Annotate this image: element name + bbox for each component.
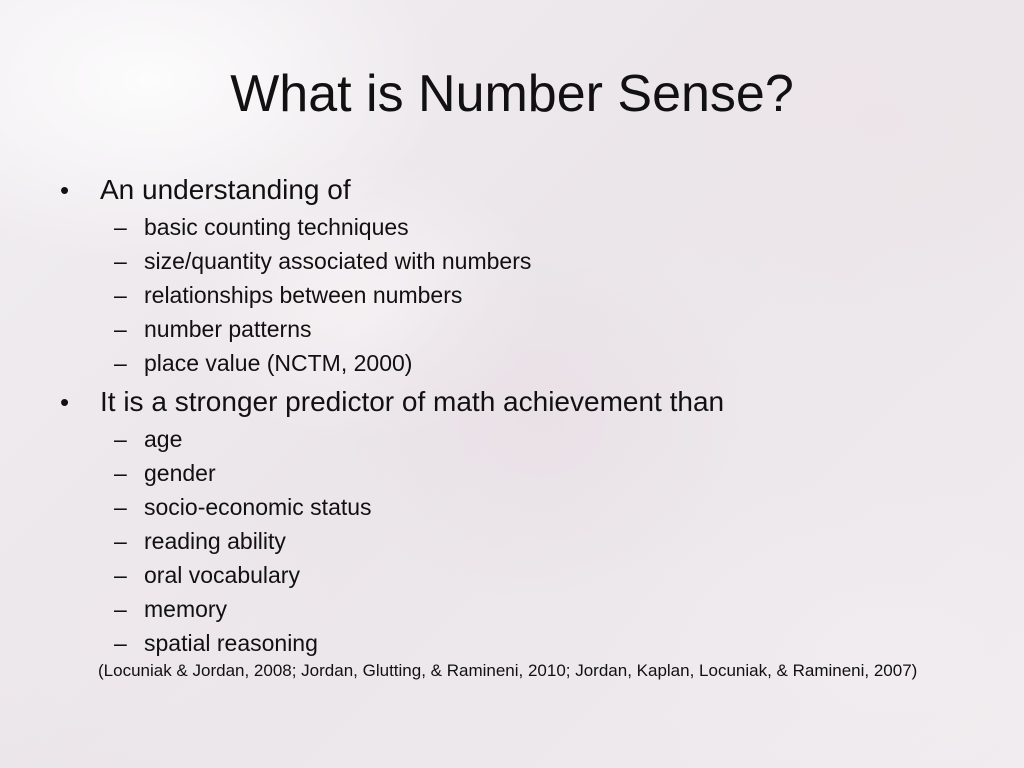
sub-item-text: size/quantity associated with numbers <box>144 248 532 274</box>
sub-item <box>60 244 1000 278</box>
bullet-item <box>60 382 1000 422</box>
sub-item <box>60 558 1000 592</box>
sub-item <box>60 422 1000 456</box>
sub-item <box>60 626 1000 660</box>
dash-marker: – <box>114 460 127 486</box>
sub-item <box>60 278 1000 312</box>
sub-item-text: oral vocabulary <box>144 562 300 588</box>
sub-item-text: relationships between numbers <box>144 282 463 308</box>
sub-item-text: number patterns <box>144 316 312 342</box>
sub-item-text: basic counting techniques <box>144 214 409 240</box>
citation: (Locuniak & Jordan, 2008; Jordan, Glutting, & Ramineni, 2010; Jordan, Kaplan, Locuniak, & Ramineni, 2007) <box>98 661 918 680</box>
sub-item-text: age <box>144 426 183 452</box>
dash-marker: – <box>114 562 127 588</box>
dash-marker: – <box>114 426 127 452</box>
bullet-text: It is a stronger predictor of math achievement than <box>100 386 725 417</box>
bullet-marker: • <box>60 175 70 205</box>
sub-item <box>60 592 1000 626</box>
sub-list <box>60 210 1000 380</box>
sub-item-text: reading ability <box>144 528 286 554</box>
dash-marker: – <box>114 282 127 308</box>
sub-item <box>60 210 1000 244</box>
dash-marker: – <box>114 248 127 274</box>
dash-marker: – <box>114 350 127 376</box>
sub-item <box>60 312 1000 346</box>
slide-title: What is Number Sense? <box>230 65 794 123</box>
sub-item <box>60 456 1000 490</box>
bullet-marker: • <box>60 387 70 417</box>
sub-list-container <box>60 210 1000 380</box>
sub-item <box>60 490 1000 524</box>
dash-marker: – <box>114 596 127 622</box>
sub-item-text: place value (NCTM, 2000) <box>144 350 413 376</box>
sub-item-text: spatial reasoning <box>144 630 318 656</box>
bullet-text: An understanding of <box>100 174 351 205</box>
dash-marker: – <box>114 630 127 656</box>
sub-list <box>60 422 1000 660</box>
sub-item-text: memory <box>144 596 228 622</box>
dash-marker: – <box>114 494 127 520</box>
dash-marker: – <box>114 528 127 554</box>
sub-item-text: socio-economic status <box>144 494 372 520</box>
bullet-item <box>60 170 1000 210</box>
sub-item-text: gender <box>144 460 216 486</box>
sub-item <box>60 524 1000 558</box>
sub-list-container <box>60 422 1000 660</box>
dash-marker: – <box>114 214 127 240</box>
sub-item <box>60 346 1000 380</box>
bullet-list <box>60 170 1000 662</box>
dash-marker: – <box>114 316 127 342</box>
